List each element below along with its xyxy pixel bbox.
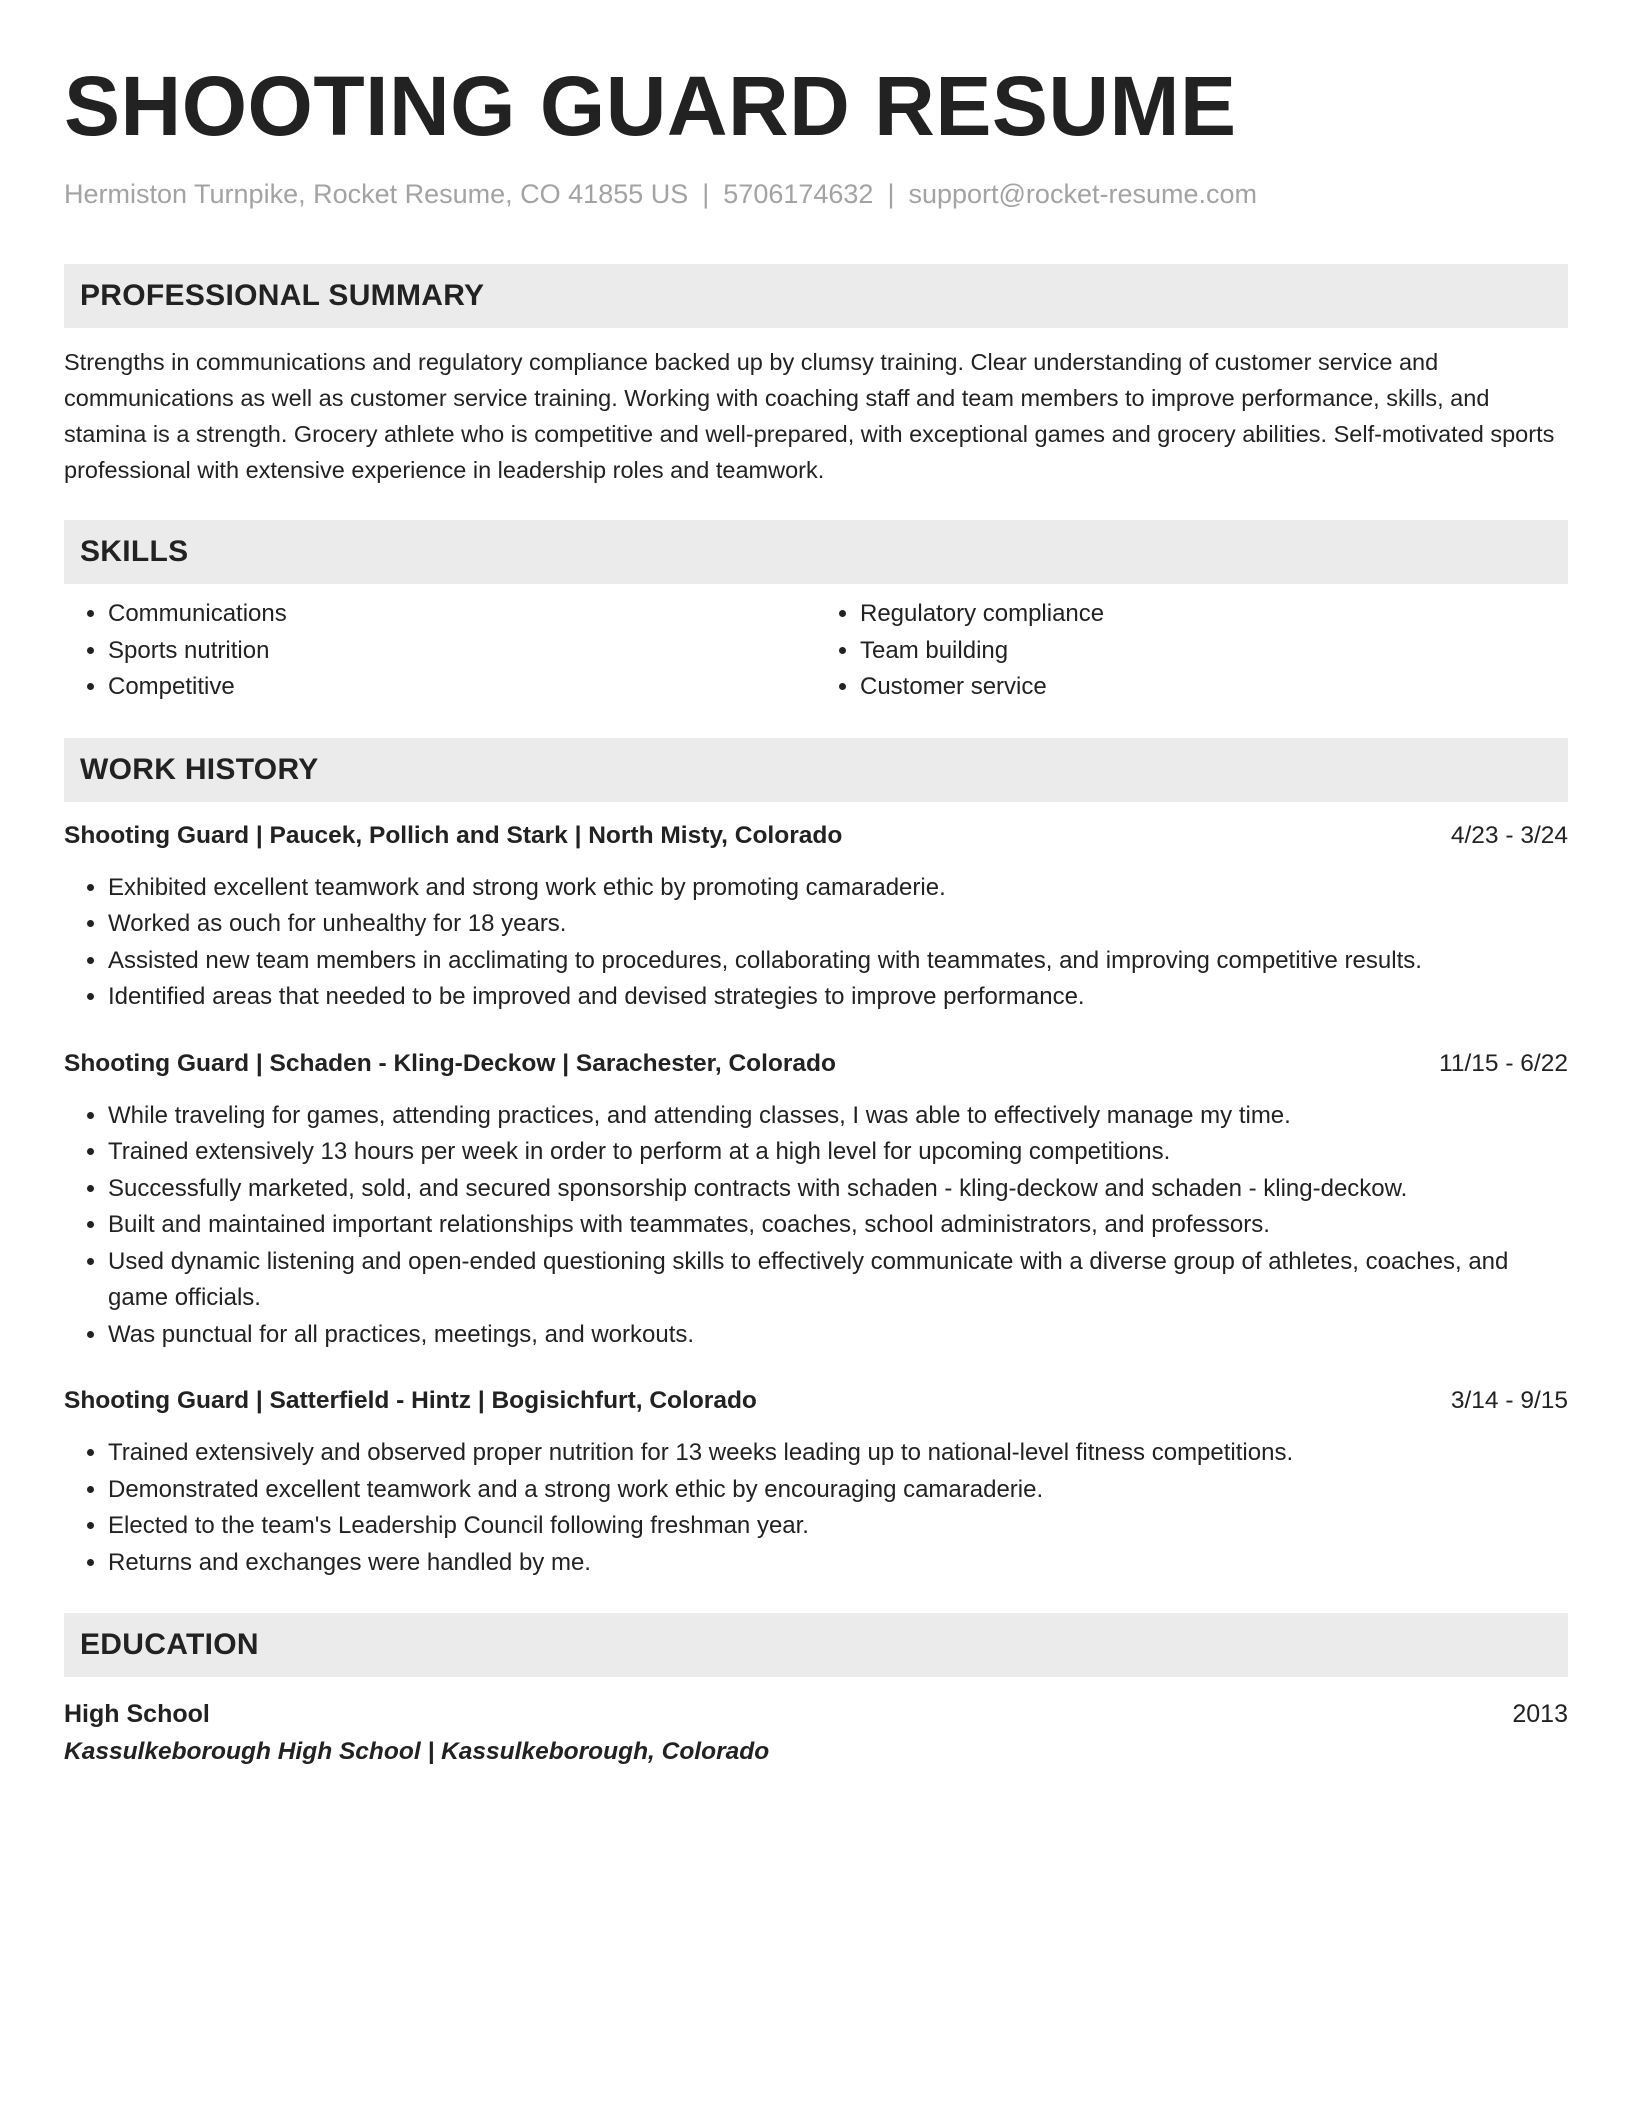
- job-bullet: • Trained extensively 13 hours per week in order to perform at a high level for upcoming competitions.: [108, 1134, 1568, 1171]
- job-header: [64, 1383, 1568, 1419]
- job-title: Shooting Guard | Satterfield - Hintz | Bogisichfurt, Colorado: [64, 1387, 757, 1414]
- skill-item: • Communications: [108, 596, 816, 633]
- job-entry: [64, 1383, 1568, 1581]
- contact-email: support@rocket-resume.com: [908, 179, 1257, 209]
- job-dates: 3/14 - 9/15: [1450, 1387, 1568, 1414]
- section-header-work-history: WORK HISTORY: [64, 738, 1568, 802]
- skill-item: • Sports nutrition: [108, 633, 816, 670]
- job-bullet: • Worked as ouch for unhealthy for 18 years.: [108, 906, 1568, 943]
- job-bullet: • Used dynamic listening and open-ended questioning skills to effectively communicate with a diverse group of athletes, coaches, and game officials.: [108, 1244, 1568, 1317]
- job-bullet: • Exhibited excellent teamwork and strong work ethic by promoting camaraderie.: [108, 870, 1568, 907]
- skill-item: • Team building: [860, 633, 1568, 670]
- job-bullet: • Trained extensively and observed proper nutrition for 13 weeks leading up to national-level fitness competitions.: [108, 1435, 1568, 1472]
- contact-address: Hermiston Turnpike, Rocket Resume, CO 41855 US: [64, 179, 689, 209]
- contact-phone: 5706174632: [723, 179, 874, 209]
- contact-separator: |: [702, 179, 710, 209]
- education-year: 2013: [1512, 1700, 1568, 1728]
- job-bullets: [64, 1435, 1568, 1581]
- section-header-education: EDUCATION: [64, 1613, 1568, 1677]
- job-bullet: • While traveling for games, attending practices, and attending classes, I was able to effectively manage my time.: [108, 1098, 1568, 1135]
- job-bullet: • Identified areas that needed to be improved and devised strategies to improve performance.: [108, 979, 1568, 1016]
- job-bullet: • Returns and exchanges were handled by me.: [108, 1545, 1568, 1582]
- job-title: Shooting Guard | Schaden - Kling-Deckow | Sarachester, Colorado: [64, 1049, 836, 1077]
- education-header: [64, 1695, 1568, 1733]
- education-school: Kassulkeborough High School | Kassulkeborough, Colorado: [64, 1738, 770, 1765]
- job-entry: [64, 818, 1568, 1016]
- skills-list: [64, 596, 1568, 706]
- contact-line: [64, 176, 1568, 212]
- job-bullet: • Built and maintained important relationships with teammates, coaches, school administrators, and professors.: [108, 1207, 1568, 1244]
- skills-column-left: [64, 596, 816, 706]
- job-bullet: • Assisted new team members in acclimating to procedures, collaborating with teammates, and improving competitive results.: [108, 943, 1568, 980]
- job-bullet: • Demonstrated excellent teamwork and a strong work ethic by encouraging camaraderie.: [108, 1472, 1568, 1509]
- skills-column-right: [816, 596, 1568, 706]
- summary-text: Strengths in communications and regulatory compliance backed up by clumsy training. Clear understanding of customer service and communications as well as customer service training. Working with coaching staff and team members to improve performance, skills, and stamina is a strength. Grocery athlete who is competitive and well-prepared, with exceptional games and grocery abilities. Self-motivated sports professional with extensive experience in leadership roles and teamwork.: [64, 349, 1555, 483]
- job-header: [64, 818, 1568, 854]
- job-title: Shooting Guard | Paucek, Pollich and Stark | North Misty, Colorado: [64, 821, 843, 849]
- job-bullet: • Was punctual for all practices, meetings, and workouts.: [108, 1317, 1568, 1354]
- job-dates: 4/23 - 3/24: [1450, 821, 1568, 849]
- education-degree: High School: [64, 1700, 210, 1728]
- job-bullet: • Successfully marketed, sold, and secured sponsorship contracts with schaden - kling-deckow and schaden - kling-deckow.: [108, 1171, 1568, 1208]
- job-header: [64, 1046, 1568, 1082]
- skill-item: • Regulatory compliance: [860, 596, 1568, 633]
- skill-item: • Customer service: [860, 669, 1568, 706]
- job-bullet: • Elected to the team's Leadership Council following freshman year.: [108, 1508, 1568, 1545]
- skill-item: • Competitive: [108, 669, 816, 706]
- education-entry: [64, 1695, 1568, 1771]
- job-bullets: [64, 870, 1568, 1016]
- section-header-skills: SKILLS: [64, 520, 1568, 584]
- section-header-summary: PROFESSIONAL SUMMARY: [64, 264, 1568, 328]
- resume-title: SHOOTING GUARD RESUME: [64, 59, 1237, 153]
- job-dates: 11/15 - 6/22: [1439, 1049, 1568, 1077]
- contact-separator: |: [887, 179, 895, 209]
- job-entry: [64, 1046, 1568, 1354]
- job-bullets: [64, 1098, 1568, 1354]
